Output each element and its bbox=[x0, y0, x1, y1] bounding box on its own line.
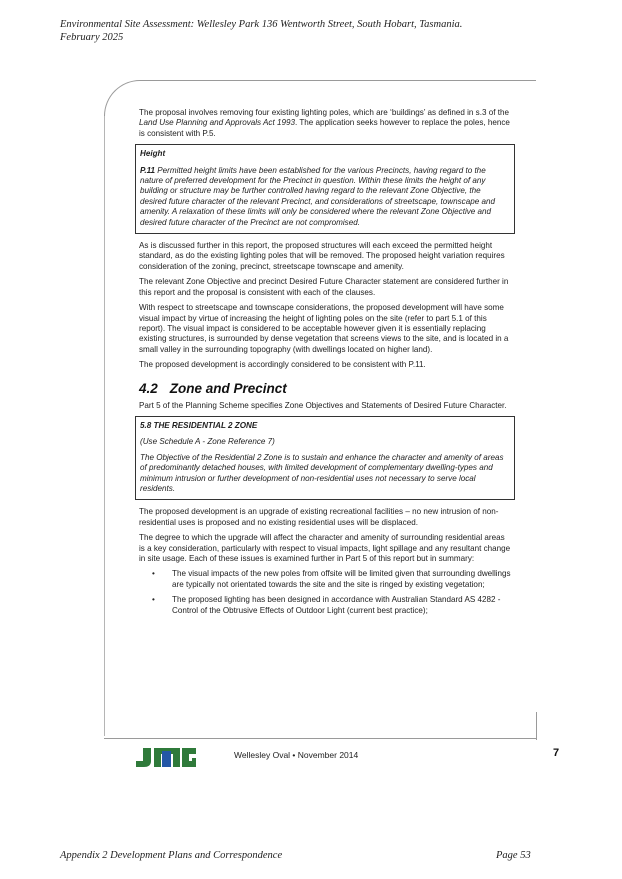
page-frame-top bbox=[140, 80, 536, 81]
paragraph-degree: The degree to which the upgrade will affect the character and amenity of surrounding residential areas is a key consideration, particularly with respect to visual impacts, light spillage and any resultant change in site usage. Each of these issues is examined further in Part 5 of this report but in summary: bbox=[139, 533, 511, 563]
height-clause-text: P.11 Permitted height limits have been established for the various Precincts, having regard to the nature of preferred development for the Precinct in question. Within these limits the height of any building or structure may be further controlled having regard to the relevant Zone Objective, the desired future character of the relevant Precinct, and considerations of streetscape, townscape and amenity. A relaxation of these limits will only be considered where the relevant Zone Objective and desired future character of the Precinct are not compromised. bbox=[140, 165, 495, 227]
height-clause-ref: P.11 bbox=[140, 165, 156, 175]
page-frame-bottom bbox=[104, 738, 537, 739]
summary-list bbox=[139, 569, 511, 616]
page-frame-right bbox=[536, 712, 537, 740]
height-clause-title: Height bbox=[140, 149, 166, 159]
section-number: 4.2 bbox=[139, 380, 158, 396]
paragraph-part5: Part 5 of the Planning Scheme specifies Zone Objectives and Statements of Desired Future Character. bbox=[139, 400, 507, 410]
document-footer-left: Appendix 2 Development Plans and Correspondence bbox=[60, 850, 283, 861]
document-header bbox=[60, 18, 580, 44]
bullet-icon: • bbox=[152, 569, 155, 579]
page-footer-caption: Wellesley Oval • November 2014 bbox=[234, 750, 359, 760]
paragraph-height-variation: As is discussed further in this report, the proposed structures will each exceed the permitted height standard, as do the existing lighting poles that will be removed. The proposed height variation requires consideration of the zoning, precinct, streetscape townscape and amenity. bbox=[139, 241, 505, 271]
section-title: Zone and Precinct bbox=[169, 380, 287, 396]
header-date: February 2025 bbox=[60, 32, 124, 43]
report-page-number: 7 bbox=[553, 747, 560, 759]
jmg-logo bbox=[134, 746, 198, 768]
list-item: • The proposed lighting has been designed in accordance with Australian Standard AS 4282 - Control of the Obtrusive Effects of Outdoor Light (current best practice); bbox=[152, 595, 501, 615]
zone-clause-title: 5.8 THE RESIDENTIAL 2 ZONE bbox=[140, 420, 258, 430]
paragraph-zone-objective: The relevant Zone Objective and precinct Desired Future Character statement are considered further in this report and the proposal is consistent with each of the clauses. bbox=[139, 277, 509, 297]
zone-clause-box bbox=[135, 416, 515, 500]
bullet-icon: • bbox=[152, 595, 155, 605]
height-clause-box bbox=[135, 144, 515, 234]
paragraph-upgrade: The proposed development is an upgrade of existing recreational facilities – no new intrusion of non-residential uses is proposed and no existing residential uses will be displaced. bbox=[139, 507, 499, 527]
report-page-content bbox=[139, 108, 511, 621]
zone-clause-text: The Objective of the Residential 2 Zone is to sustain and enhance the character and amenity of areas of predominantly detached houses, with limited development of complementary dwelling-types and minimum intrusion or further development of non-residential uses not necessary to serve local residents. bbox=[140, 452, 504, 493]
jmg-logo-mark bbox=[136, 748, 196, 767]
header-title: Environmental Site Assessment: Wellesley Park 136 Wentworth Street, South Hobart, Tasmania. bbox=[60, 19, 463, 30]
section-heading bbox=[139, 381, 511, 397]
paragraph-conclusion: The proposed development is accordingly considered to be consistent with P.11. bbox=[139, 360, 426, 370]
list-item: • The visual impacts of the new poles from offsite will be limited given that surrounding dwellings are typically not orientated towards the site and the site is ringed by existing vegetation; bbox=[152, 569, 511, 589]
intro-paragraph: The proposal involves removing four existing lighting poles, which are ‘buildings’ as defined in s.3 of the Land Use Planning and Approvals Act 1993. The application seeks however to replace the poles, hence is consistent with P.5. bbox=[139, 108, 510, 138]
act-name: Land Use Planning and Approvals Act 1993 bbox=[139, 118, 295, 128]
document-footer-page: Page 53 bbox=[496, 850, 531, 861]
paragraph-streetscape: With respect to streetscape and townscape considerations, the proposed development will have some visual impact by virtue of increasing the height of lighting poles on the site (refer to part 5.1 of this report). The visual impact is considered to be acceptable however given it is essentially replacing existing structures, is surrounded by dense vegetation that screens views to the site, and is located in a small valley in the surrounding topography (with dwellings located on higher land). bbox=[139, 303, 509, 354]
zone-clause-subtitle: (Use Schedule A - Zone Reference 7) bbox=[140, 437, 275, 447]
page-frame-left bbox=[104, 116, 105, 736]
